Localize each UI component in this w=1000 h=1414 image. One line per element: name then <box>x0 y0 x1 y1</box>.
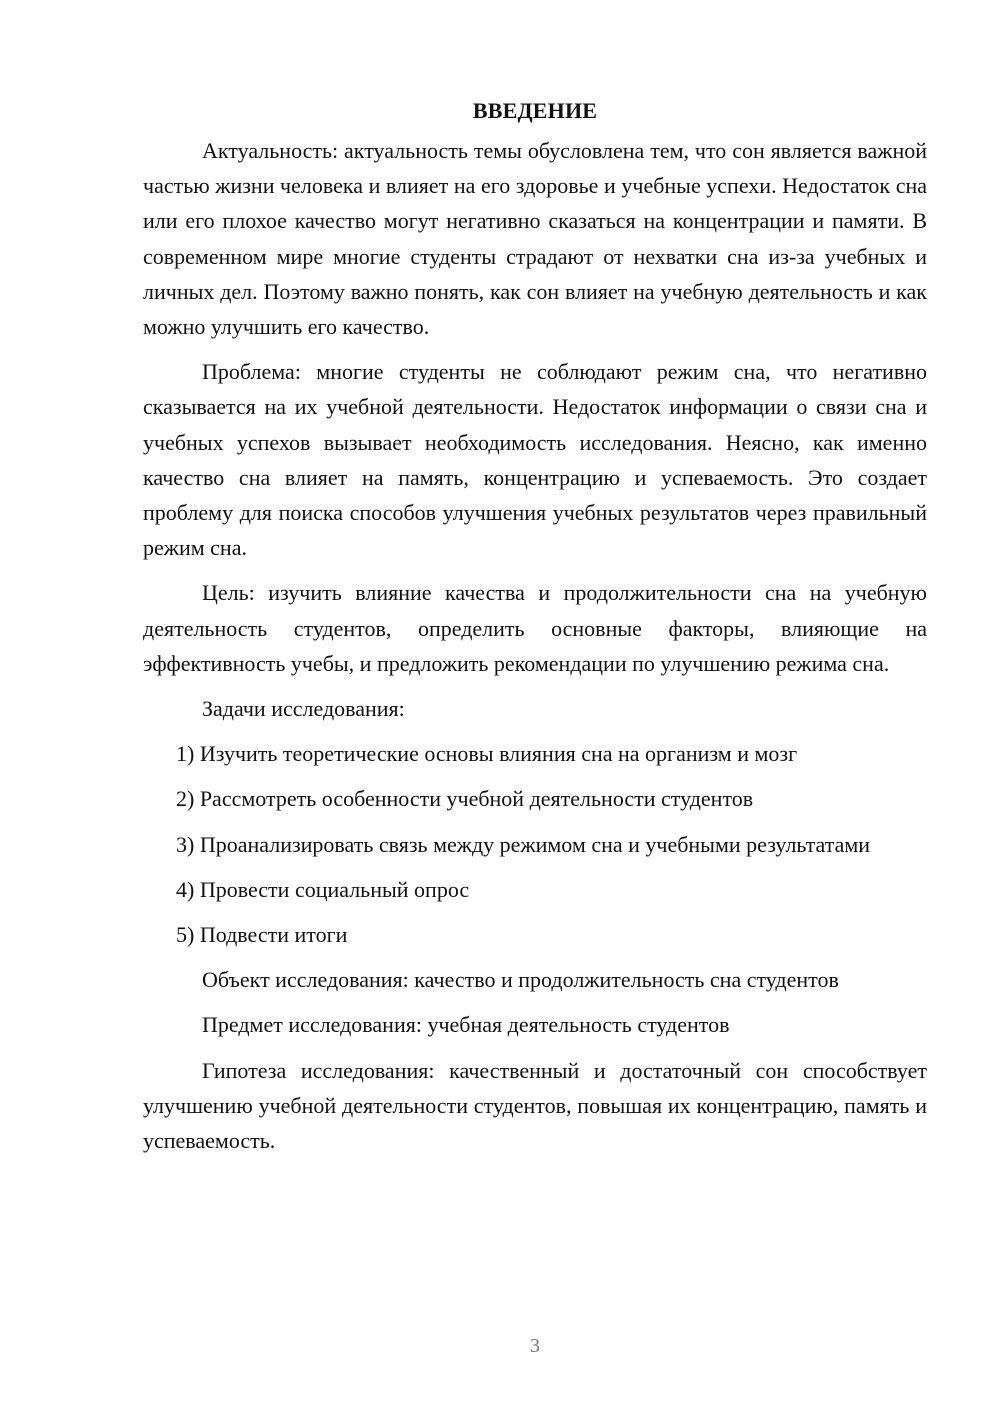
task-item-5: 5) Подвести итоги <box>176 922 348 948</box>
document-page <box>143 94 927 1168</box>
research-object: Объект исследования: качество и продолжительность сна студентов <box>202 967 839 993</box>
paragraph-goal: Цель: изучить влияние качества и продолжительности сна на учебную деятельность студентов, определить основные факторы, влияющие на эффективность учебы, и предложить рекомендации по улучшению режима сна. <box>143 580 927 676</box>
task-item-4: 4) Провести социальный опрос <box>176 876 470 902</box>
paragraph-problem: Проблема: многие студенты не соблюдают режим сна, что негативно сказывается на их учебной деятельности. Недостаток информации о связи сна и учебных успехов вызывает необходимость исследования. Неясно, как именно качество сна влияет на память, концентрацию и успеваемость. Это создает проблему для поиска способов улучшения учебных результатов через правильный режим сна. <box>143 359 927 561</box>
research-hypothesis: Гипотеза исследования: качественный и достаточный сон способствует улучшению учебной деятельности студентов, повышая их концентрацию, память и успеваемость. <box>143 1057 927 1154</box>
task-item-1: 1) Изучить теоретические основы влияния сна на организм и мозг <box>176 741 798 767</box>
tasks-heading: Задачи исследования: <box>202 696 405 722</box>
task-item-3: 3) Проанализировать связь между режимом сна и учебными результатами <box>176 831 871 857</box>
section-title: ВВЕДЕНИЕ <box>472 98 598 123</box>
research-subject: Предмет исследования: учебная деятельность студентов <box>202 1012 730 1038</box>
task-item-2: 2) Рассмотреть особенности учебной деятельности студентов <box>176 786 754 812</box>
page-number: 3 <box>530 1335 540 1357</box>
paragraph-relevance: Актуальность: актуальность темы обусловлена тем, что сон является важной частью жизни человека и влияет на его здоровье и учебные успехи. Недостаток сна или его плохое качество могут негативно сказаться на концентрации и памяти. В современном мире многие студенты страдают от нехватки сна из-за учебных и личных дел. Поэтому важно понять, как сон влияет на учебную деятельность и как можно улучшить его качество. <box>143 138 927 340</box>
